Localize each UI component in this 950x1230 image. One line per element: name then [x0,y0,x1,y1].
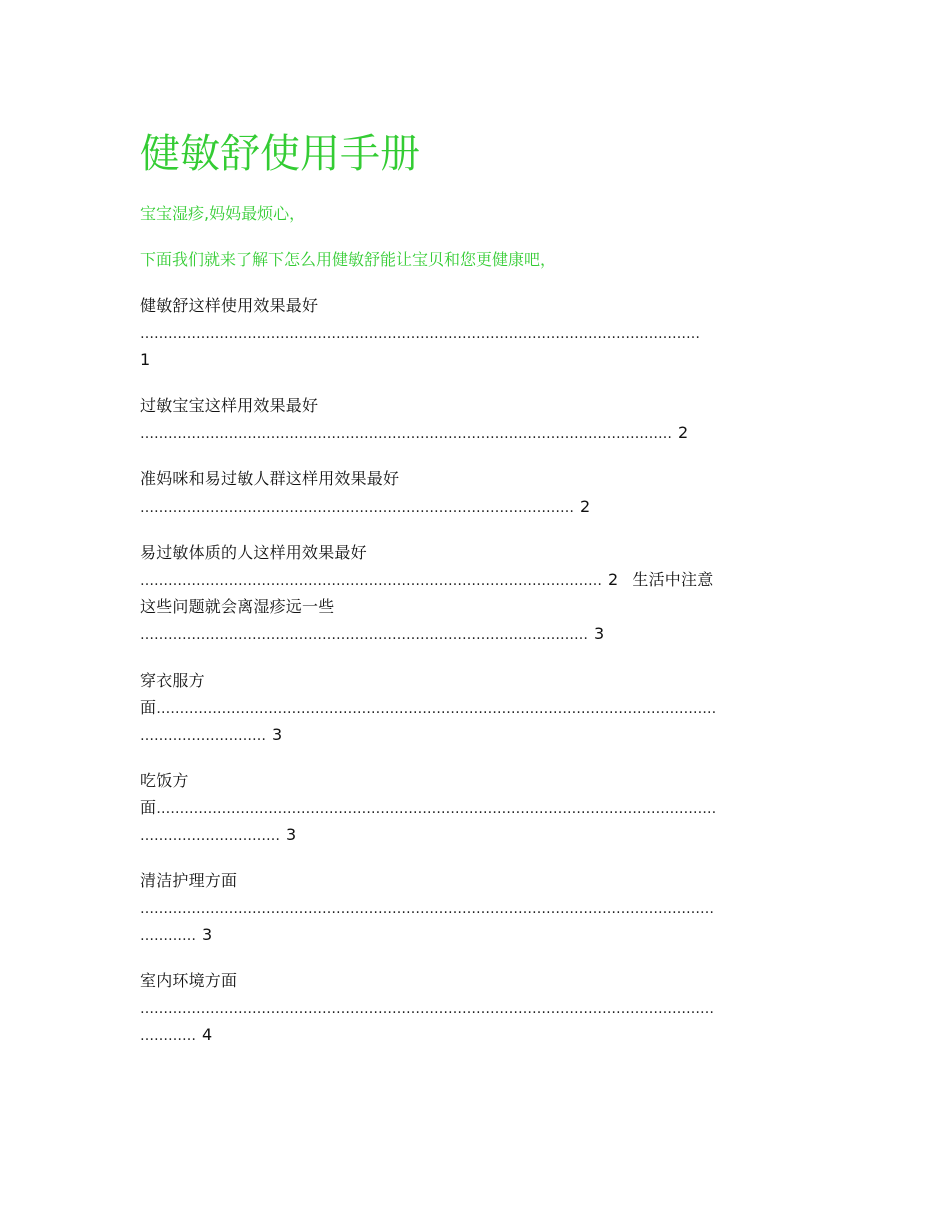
toc-leader-line: ………………………… 3 [140,825,297,844]
toc-leader-line: …………………………………………………………………………………… 3 [140,624,605,643]
intro-line-1: 宝宝湿疹,妈妈最烦心， [140,204,306,223]
document-title: 健敏舒使用手册 [140,131,420,177]
toc-page-number: 4 [202,1025,213,1044]
toc-page-number: 3 [272,725,283,744]
toc-leader-line: ………… 3 [140,925,213,944]
toc-page-number: 2 [580,497,591,516]
toc-leader-line: 面………………………………………………………………………………………………………… [140,698,717,717]
toc-page-number: 2 [678,423,689,442]
toc-entry-label: 准妈咪和易过敏人群这样用效果最好 [140,469,400,488]
toc-leader-dots: …………………………………………………………………………………………………………… [140,901,714,917]
toc-page-number: 3 [594,624,605,643]
toc-entry-label: 生活中注意 [632,570,714,589]
toc-leader-line: ………… 4 [140,1025,213,1044]
toc-entry-label: 吃饭方 [140,771,189,790]
toc-entry-label: 过敏宝宝这样用效果最好 [140,396,319,415]
toc-page-number: 3 [202,925,213,944]
toc-entry-label: 这些问题就会离湿疹远一些 [140,597,335,616]
toc-leader-line: …………………………………………………………………………………………………… 2 [140,423,689,442]
toc-page-number: 1 [140,350,151,369]
intro-line-2: 下面我们就来了解下怎么用健敏舒能让宝贝和您更健康吧， [140,250,557,269]
toc-leader-line: ………………………………………………………………………………… 2 [140,497,591,516]
toc-entry-label: 易过敏体质的人这样用效果最好 [140,543,367,562]
toc-entry-label: 穿衣服方 [140,671,205,690]
toc-entry-label: 室内环境方面 [140,971,238,990]
toc-page-number: 2 [608,570,619,589]
toc-leader-line: 面………………………………………………………………………………………………………… [140,798,717,817]
toc-leader-line: ……………………………………………………………………………………… 2 生活中注意 [140,570,714,589]
toc-leader-dots: …………………………………………………………………………………………………………… [140,1001,714,1017]
toc-entry-label: 面 [140,698,157,717]
toc-page-number: 3 [286,825,297,844]
toc-entry-label: 面 [140,798,157,817]
toc-entry-label: 健敏舒这样使用效果最好 [140,296,319,315]
toc-leader-dots: ………………………………………………………………………………………………………… [140,326,700,342]
toc-leader-line: ……………………… 3 [140,725,283,744]
toc-entry-label: 清洁护理方面 [140,871,238,890]
